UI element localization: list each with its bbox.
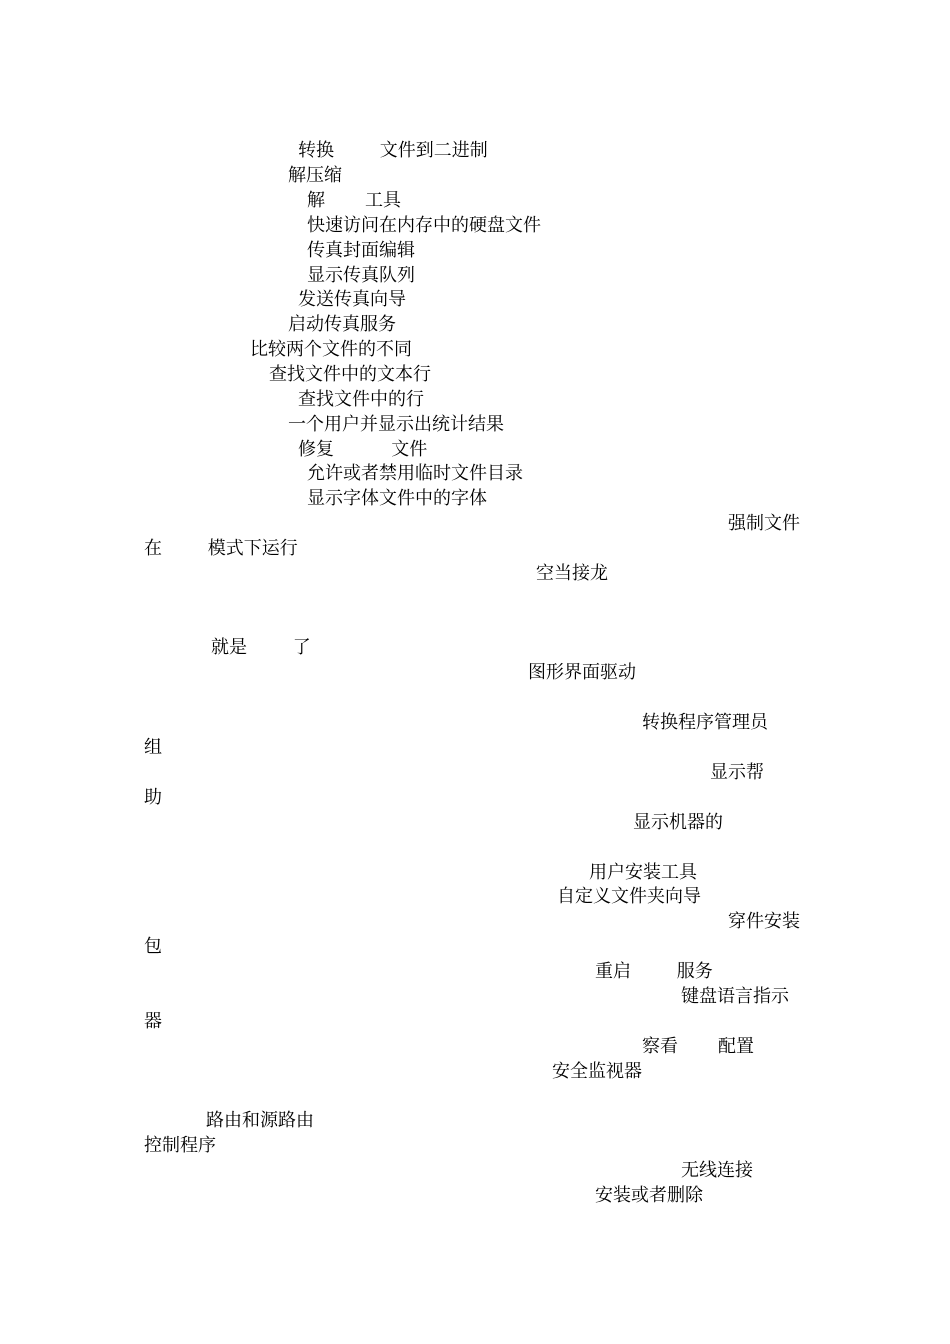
text-line: 穿件安装 <box>728 911 800 932</box>
text-line: 显示机器的 <box>633 812 723 833</box>
text-line: 安装或者删除 <box>595 1185 703 1206</box>
text-line: 用户安装工具 <box>589 862 697 883</box>
text-line: 查找文件中的行 <box>298 389 424 410</box>
text-line: 键盘语言指示 <box>681 986 789 1007</box>
text-line: 助 <box>144 787 162 808</box>
text-line: 显示字体文件中的字体 <box>307 488 487 509</box>
text-line: 器 <box>144 1011 162 1032</box>
text-line: 启动传真服务 <box>288 314 396 335</box>
text-line: 显示帮 <box>710 762 764 783</box>
text-line: 包 <box>144 936 162 957</box>
text-line: 组 <box>144 737 162 758</box>
text-line: 在 模式下运行 <box>144 538 298 559</box>
text-line: 传真封面编辑 <box>307 240 415 261</box>
text-line: 重启 服务 <box>595 961 713 982</box>
text-line: 察看 配置 <box>642 1036 755 1057</box>
text-line: 解 工具 <box>307 190 402 211</box>
text-line: 自定义文件夹向导 <box>557 886 701 907</box>
text-line: 无线连接 <box>681 1160 753 1181</box>
text-line: 比较两个文件的不同 <box>250 339 412 360</box>
text-line: 显示传真队列 <box>307 265 415 286</box>
text-line: 转换 文件到二进制 <box>298 140 488 161</box>
text-line: 转换程序管理员 <box>642 712 768 733</box>
text-line: 路由和源路由 <box>206 1110 314 1131</box>
text-line: 解压缩 <box>288 165 342 186</box>
text-line: 查找文件中的文本行 <box>269 364 431 385</box>
text-line: 安全监视器 <box>552 1061 642 1082</box>
text-line: 就是 了 <box>211 637 311 658</box>
text-line: 发送传真向导 <box>298 289 406 310</box>
text-line: 强制文件 <box>728 513 800 534</box>
text-line: 控制程序 <box>144 1135 216 1156</box>
text-line: 图形界面驱动 <box>528 662 636 683</box>
text-line: 修复 文件 <box>298 439 428 460</box>
text-line: 快速访问在内存中的硬盘文件 <box>307 215 541 236</box>
text-line: 一个用户并显示出统计结果 <box>288 414 504 435</box>
text-line: 空当接龙 <box>536 563 608 584</box>
text-line: 允许或者禁用临时文件目录 <box>307 463 523 484</box>
